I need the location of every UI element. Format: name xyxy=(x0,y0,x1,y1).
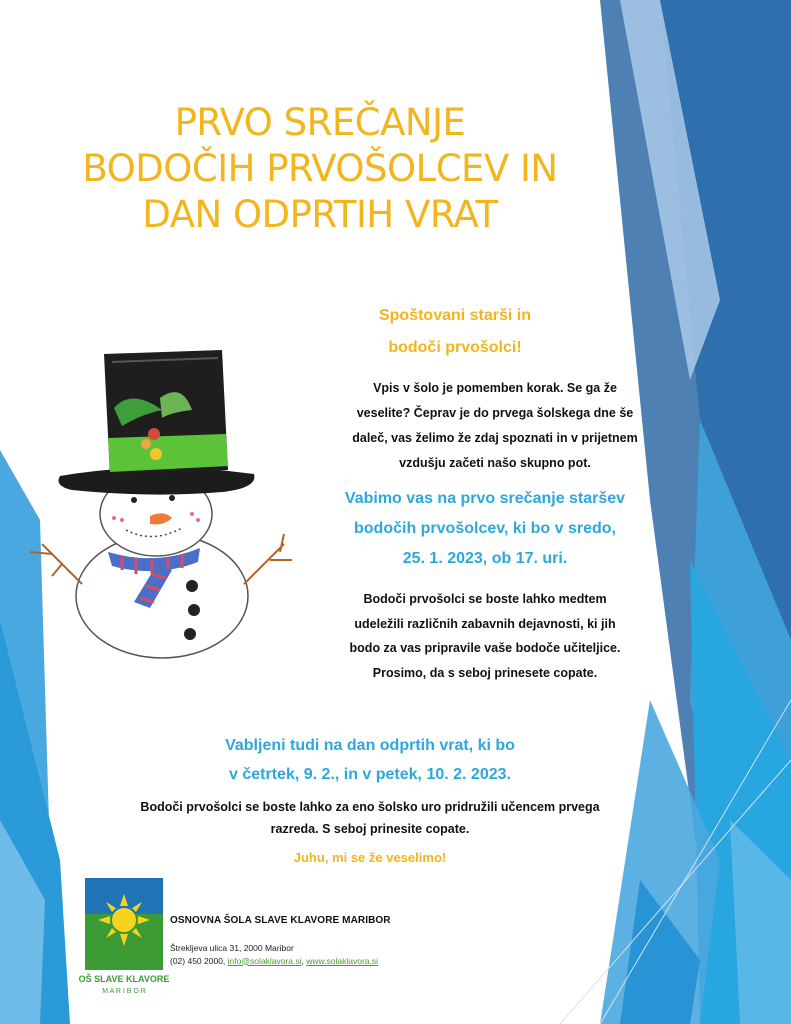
open-day-invitation xyxy=(150,731,590,789)
school-address: Štrekljeva ulica 31, 2000 Maribor xyxy=(170,943,294,953)
page-title xyxy=(30,100,610,238)
closing-text: Juhu, mi se že veselimo! xyxy=(293,850,447,865)
title-line-1: PRVO SREČANJE xyxy=(174,101,466,144)
activities-line-2: udeležili različnih zabavnih dejavnosti, ki jih xyxy=(354,616,616,631)
open-day-note-line-2: razreda. S seboj prinesite copate. xyxy=(270,822,470,836)
open-day-line-2: v četrtek, 9. 2., in v petek, 10. 2. 2023. xyxy=(229,766,511,783)
school-logo xyxy=(78,878,170,996)
greeting-line-2: bodoči prvošolci! xyxy=(388,339,522,356)
greeting xyxy=(330,300,580,364)
school-contact-line xyxy=(170,955,378,968)
activities-line-4: Prosimo, da s seboj prinesete copate. xyxy=(372,665,598,680)
greeting-line-1: Spoštovani starši in xyxy=(378,307,532,324)
intro-paragraph xyxy=(320,376,670,476)
invitation-line-3: 25. 1. 2023, ob 17. uri. xyxy=(402,550,568,567)
school-name: OSNOVNA ŠOLA SLAVE KLAVORE MARIBOR xyxy=(170,915,391,926)
school-contact xyxy=(170,942,378,967)
email-link[interactable]: info@solaklavora.si xyxy=(227,955,302,966)
activities-line-1: Bodoči prvošolci se boste lahko medtem xyxy=(363,592,607,606)
activities-line-3: bodo za vas pripravile vaše bodoče učiteljice. xyxy=(349,641,621,655)
school-phone: (02) 450 2000, xyxy=(170,955,228,966)
open-day-note-line-1: Bodoči prvošolci se boste lahko za eno šolsko uro pridružili učencem prvega xyxy=(140,800,600,814)
invitation xyxy=(310,484,660,574)
open-day-note xyxy=(120,796,620,840)
contact-separator: , xyxy=(301,955,307,966)
intro-line-2: veselite? Čeprav je do prvega šolskega dne še xyxy=(356,406,634,420)
intro-line-1: Vpis v šolo je pomemben korak. Se ga že xyxy=(373,381,617,395)
activities-paragraph xyxy=(305,587,665,685)
title-line-3: DAN ODPRTIH VRAT xyxy=(142,193,498,236)
logo-name: OŠ SLAVE KLAVORE xyxy=(78,974,170,984)
invitation-line-2: bodočih prvošolcev, ki bo v sredo, xyxy=(354,520,616,537)
snowman-drawing xyxy=(22,348,318,668)
invitation-line-1: Vabimo vas na prvo srečanje staršev xyxy=(344,490,626,507)
open-day-line-1: Vabljeni tudi na dan odprtih vrat, ki bo xyxy=(225,737,515,754)
title-line-2: BODOČIH PRVOŠOLCEV IN xyxy=(82,147,558,190)
intro-line-3: daleč, vas želimo že zdaj spoznati in v prijetnem xyxy=(352,431,638,445)
intro-line-4: vzdušju začeti našo skupno pot. xyxy=(399,456,591,470)
logo-city: M A R I B O R xyxy=(102,988,146,995)
website-link[interactable]: www.solaklavora.si xyxy=(306,955,379,966)
